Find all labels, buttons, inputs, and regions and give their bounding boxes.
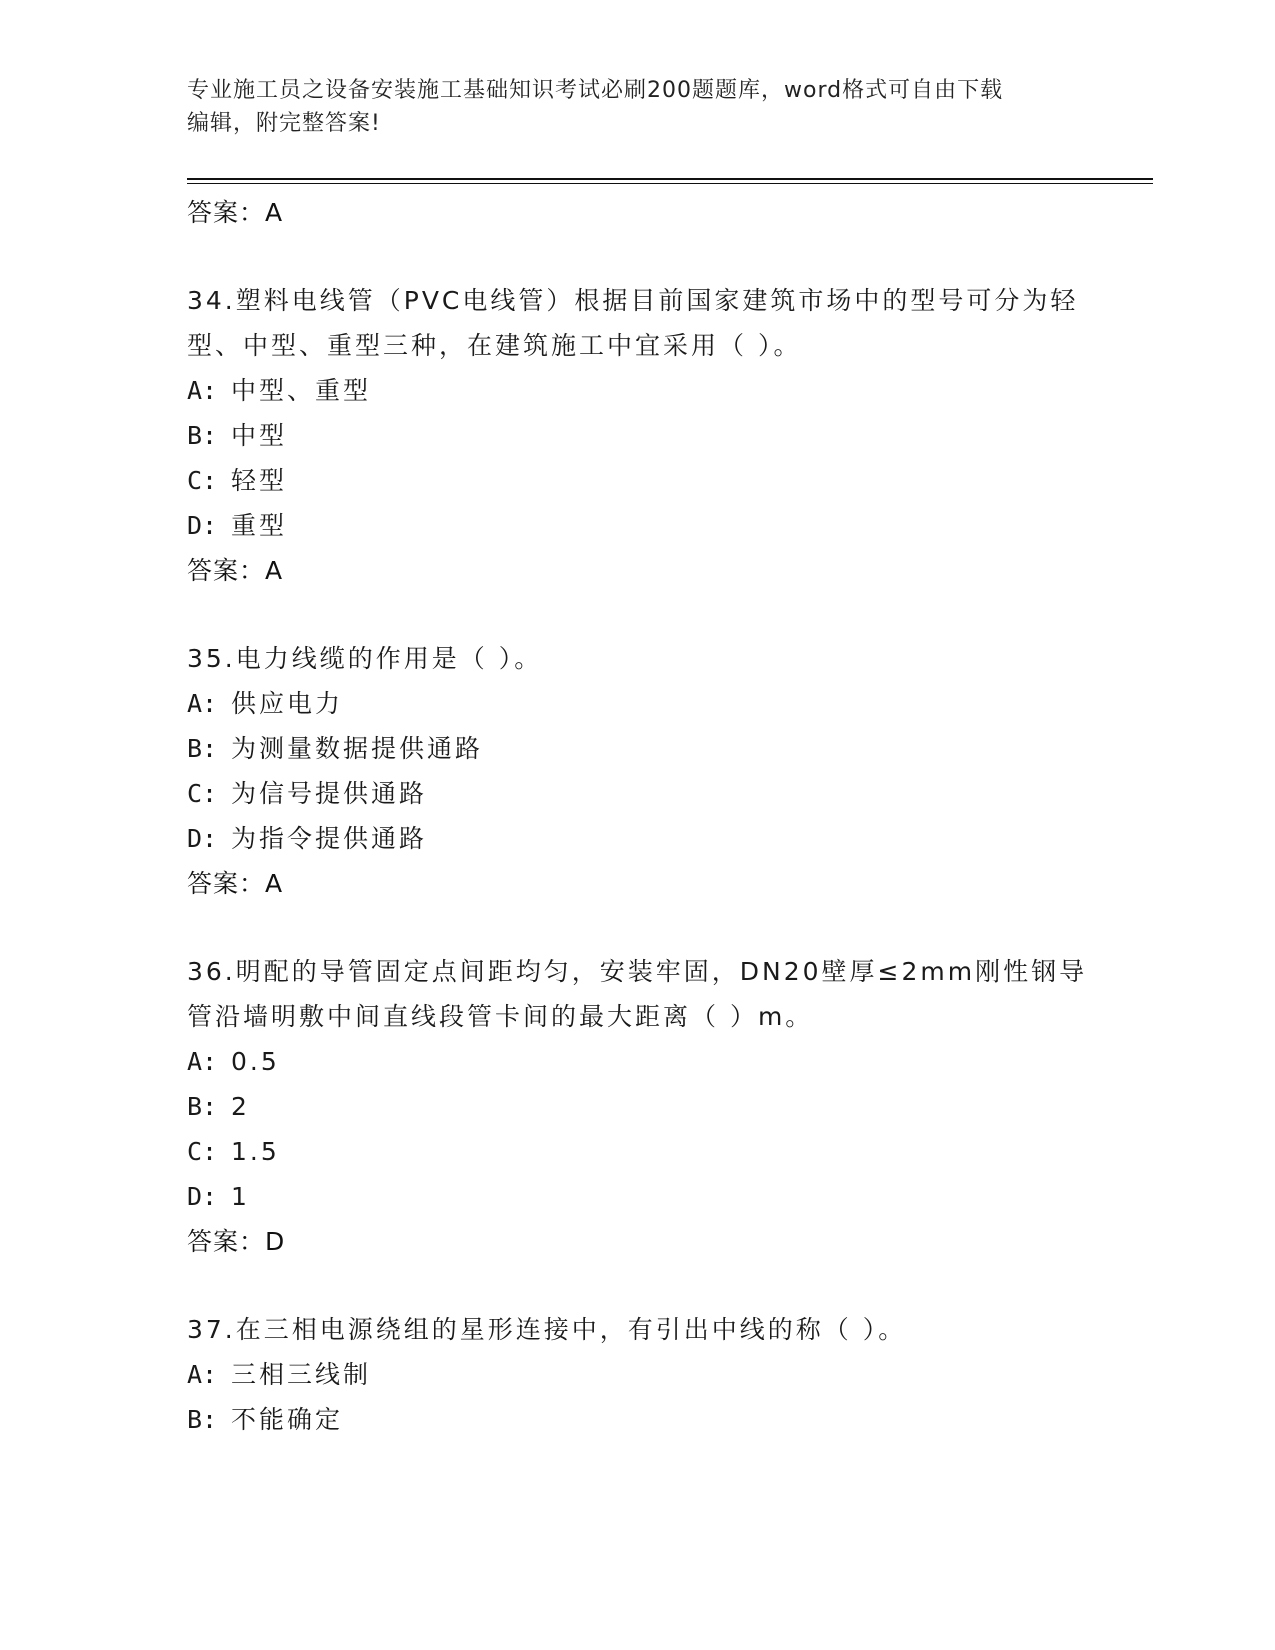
- header-divider-thick: [187, 178, 1153, 180]
- option-text: 轻型: [231, 466, 288, 495]
- option-a: [187, 681, 1107, 726]
- option-text: 为信号提供通路: [231, 779, 428, 808]
- option-d: [187, 816, 1107, 861]
- header-title-line-2: 编辑，附完整答案!: [187, 111, 381, 136]
- option-text: 1: [231, 1182, 250, 1211]
- option-letter: C:: [187, 779, 218, 808]
- option-letter: B:: [187, 421, 218, 450]
- option-letter: D:: [187, 511, 218, 540]
- option-letter: A:: [187, 1047, 218, 1076]
- option-letter: B:: [187, 734, 218, 763]
- option-a: [187, 368, 1107, 413]
- option-letter: A:: [187, 376, 218, 405]
- option-letter: C:: [187, 1137, 218, 1166]
- option-text: 重型: [231, 511, 288, 540]
- header-title-line-1: 专业施工员之设备安装施工基础知识考试必刷200题题库，word格式可自由下载: [187, 78, 1004, 103]
- question-answer: 答案：D: [187, 1227, 286, 1256]
- option-a: [187, 1039, 1107, 1084]
- option-b: [187, 726, 1107, 771]
- option-b: [187, 1397, 1107, 1442]
- question-34: [187, 278, 1107, 594]
- option-letter: B:: [187, 1092, 218, 1121]
- option-b: [187, 413, 1107, 458]
- previous-answer: 答案：A: [187, 198, 284, 227]
- option-c: [187, 458, 1107, 503]
- option-text: 三相三线制: [231, 1360, 372, 1389]
- option-text: 不能确定: [231, 1405, 344, 1434]
- question-stem: 35.电力线缆的作用是（ ）。: [187, 644, 543, 673]
- option-text: 中型、重型: [231, 376, 372, 405]
- option-letter: B:: [187, 1405, 218, 1434]
- question-36: [187, 949, 1107, 1265]
- option-letter: C:: [187, 466, 218, 495]
- question-answer: 答案：A: [187, 556, 284, 585]
- question-answer: 答案：A: [187, 869, 284, 898]
- question-list: [187, 190, 1107, 1442]
- option-text: 中型: [231, 421, 288, 450]
- option-b: [187, 1084, 1107, 1129]
- option-letter: D:: [187, 824, 218, 853]
- option-letter: A:: [187, 689, 218, 718]
- option-text: 2: [231, 1092, 250, 1121]
- question-stem: 36.明配的导管固定点间距均匀，安装牢固，DN20壁厚≤2mm刚性钢导管沿墙明敷中间直线段管卡间的最大距离（ ）m。: [187, 957, 1088, 1031]
- option-text: 0.5: [231, 1047, 280, 1076]
- document-header: [187, 74, 1087, 140]
- option-d: [187, 503, 1107, 548]
- header-divider-thin: [187, 183, 1153, 184]
- option-c: [187, 1129, 1107, 1174]
- option-d: [187, 1174, 1107, 1219]
- question-35: [187, 636, 1107, 907]
- option-text: 1.5: [231, 1137, 280, 1166]
- option-text: 供应电力: [231, 689, 344, 718]
- option-c: [187, 771, 1107, 816]
- option-a: [187, 1352, 1107, 1397]
- option-text: 为指令提供通路: [231, 824, 428, 853]
- question-stem: 34.塑料电线管（PVC电线管）根据目前国家建筑市场中的型号可分为轻型、中型、重型三种，在建筑施工中宜采用（ ）。: [187, 286, 1079, 360]
- question-37: [187, 1307, 1107, 1442]
- option-text: 为测量数据提供通路: [231, 734, 484, 763]
- option-letter: D:: [187, 1182, 218, 1211]
- question-stem: 37.在三相电源绕组的星形连接中，有引出中线的称（ ）。: [187, 1315, 907, 1344]
- option-letter: A:: [187, 1360, 218, 1389]
